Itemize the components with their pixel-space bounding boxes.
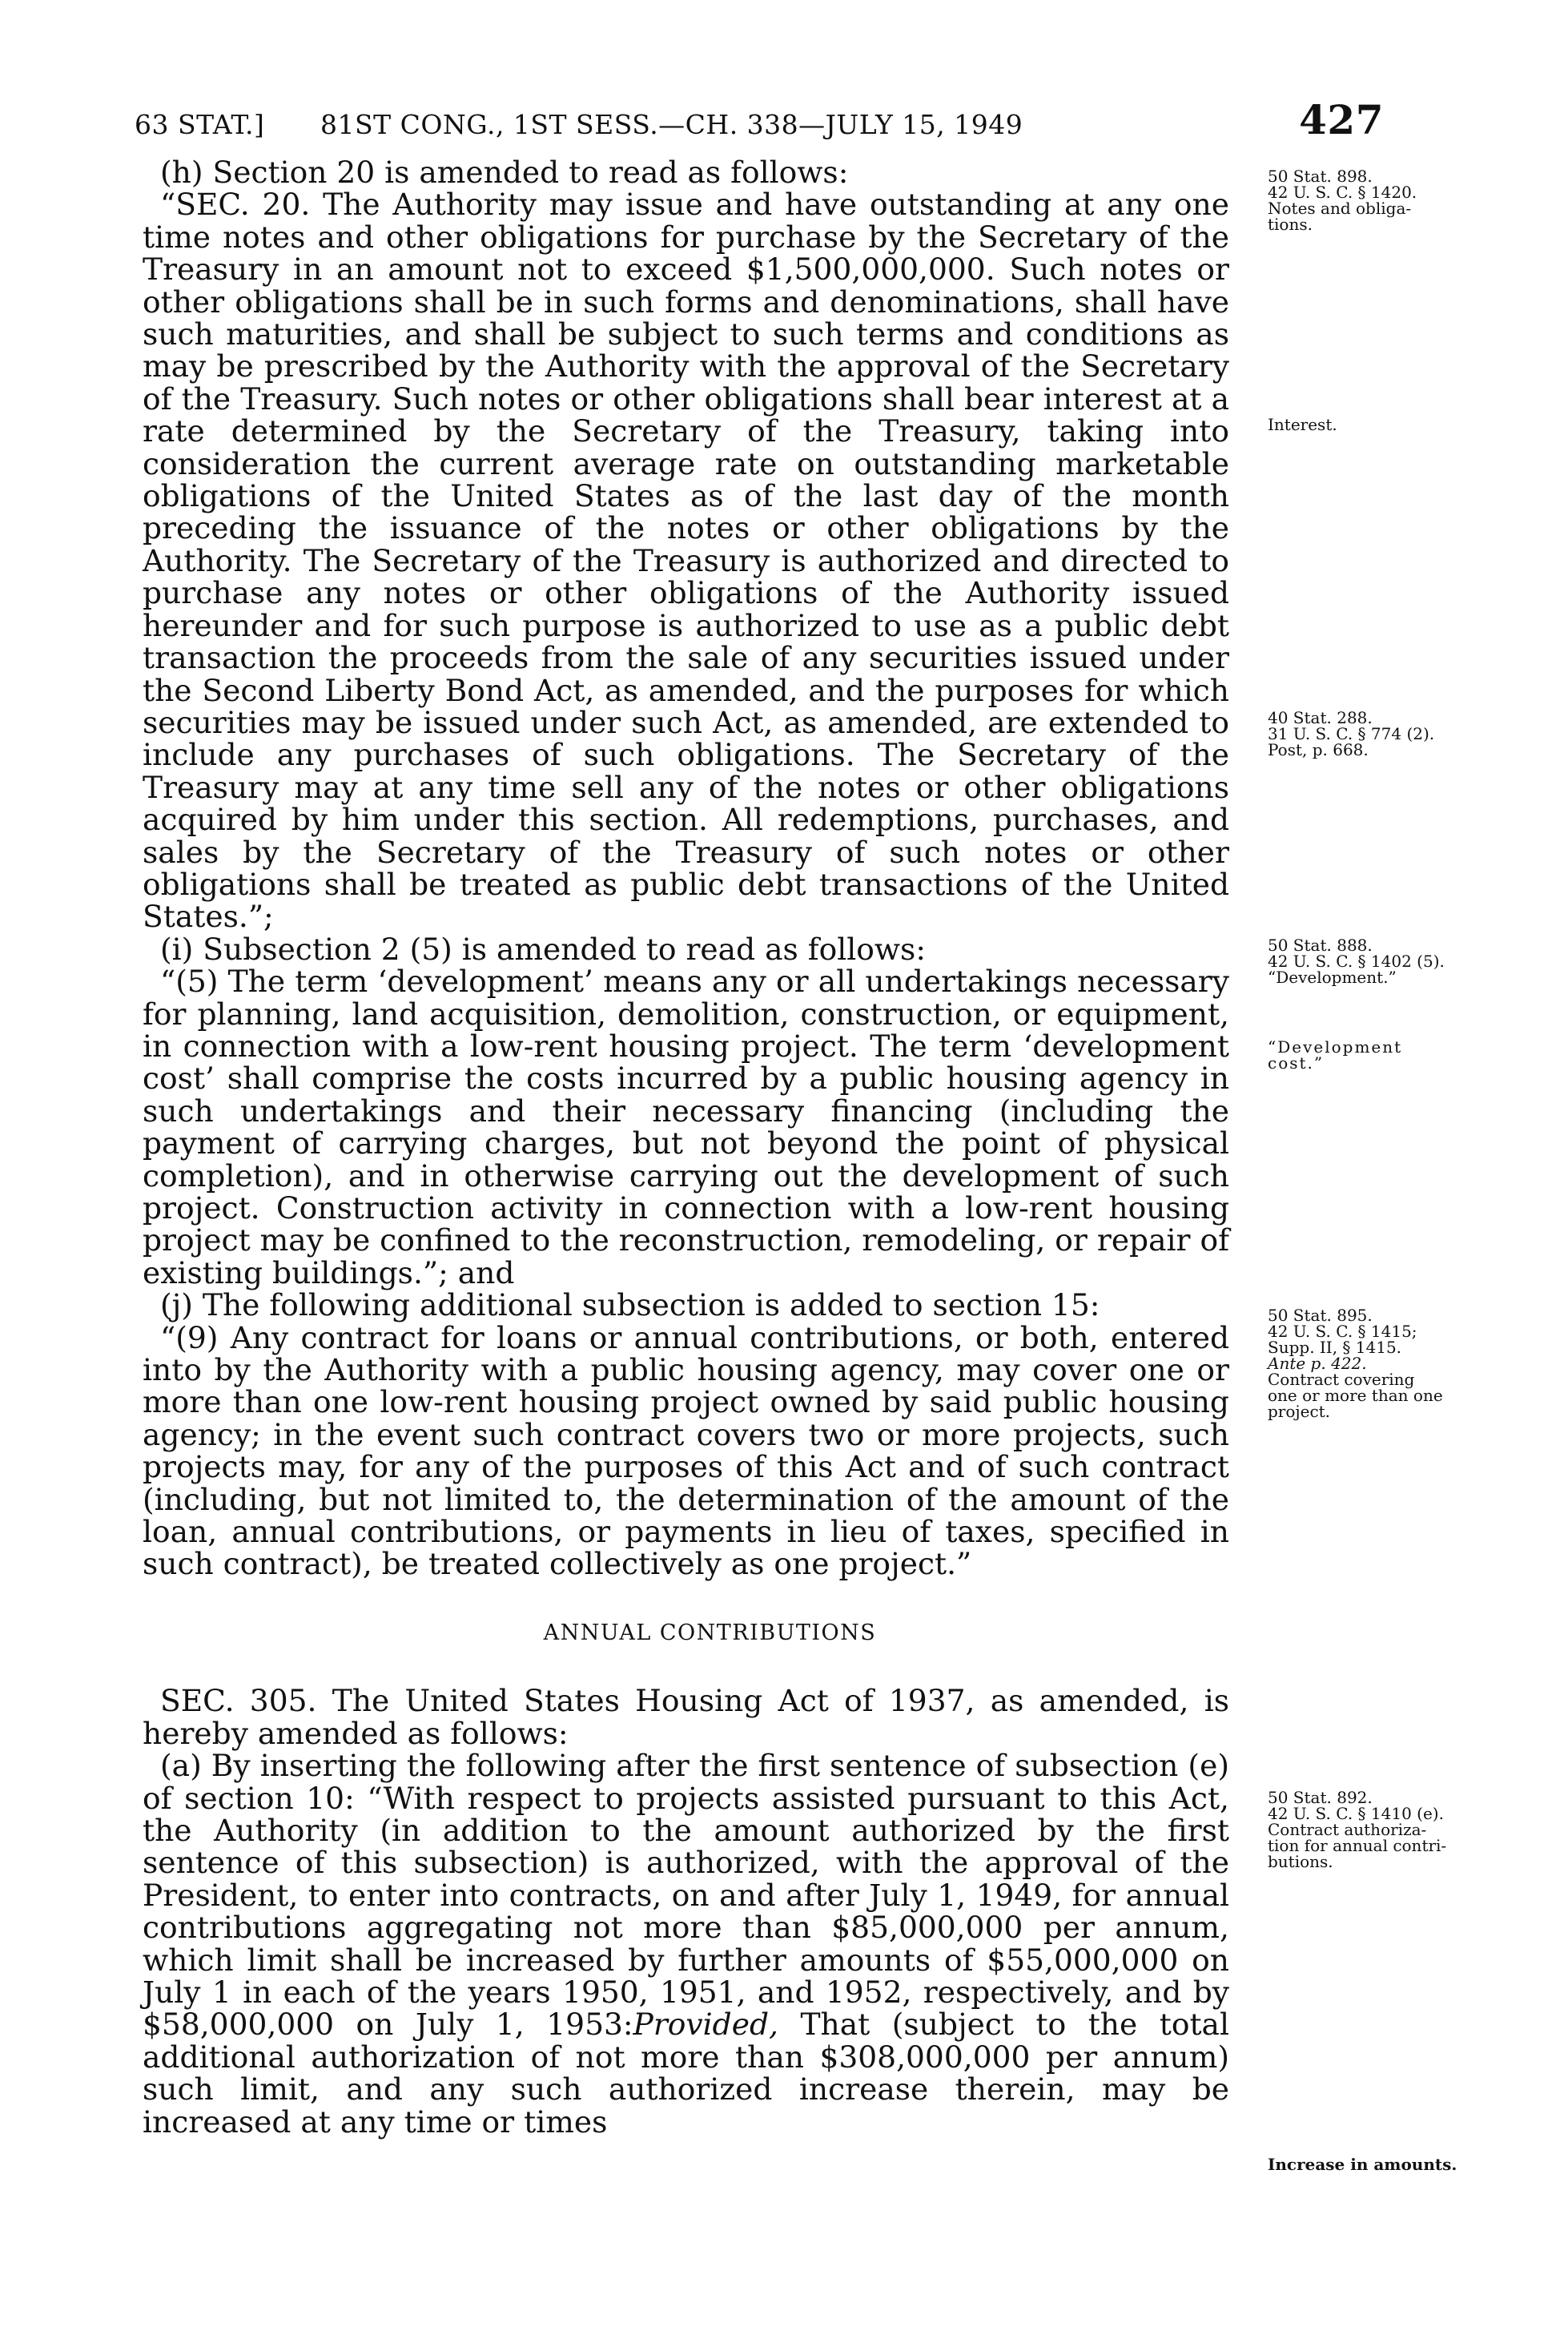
margin-note-contract-authorization: 50 Stat. 892. 42 U. S. C. § 1410 (e). Contract authoriza- tion for annual contri- butions.: [1268, 1788, 1447, 1871]
margin-note-interest: Interest.: [1268, 415, 1337, 434]
paragraph-development: “(5) The term ‘development’ means any or all undertakings necessary for planning, land acquisition, demolition, construction, or equipment, in connection with a low-rent housing project. The term ‘development cost’ shall comprise the costs incurred by a public housing agency in such undertakings and their necessary financing (including the payment of carrying charges, but not beyond the point of physical completion), and in otherwise carrying out the development of such project. Construction activity in connection with a low-rent housing project may be confined to the reconstruction, remodeling, or repair of existing buildings.”; and: [143, 964, 1229, 1290]
margin-note-contract-covering: 50 Stat. 895. 42 U. S. C. § 1415; Supp. II, § 1415. Ante p. 422. Contract covering one or more than one project.: [1268, 1306, 1443, 1421]
proviso-word: Provided,: [633, 2007, 778, 2043]
margin-note-increase-amounts: Increase in amounts.: [1268, 2155, 1457, 2174]
paragraph-a: [143, 1749, 1229, 2138]
statute-body: [143, 156, 1229, 2138]
paragraph-sec-20: “SEC. 20. The Authority may issue and have outstanding at any one time notes and other obligations for purchase by the Secretary of the Treasury in an amount not to exceed $1,500,000,000. Such notes or other obligations shall be in such forms and denominations, shall have such maturities, and shall be subject to such terms and conditions as may be prescribed by the Authority with the approval of the Secretary of the Treasury. Such notes or other obligations shall bear interest at a rate determined by the Secretary of the Treasury, taking into consideration the current average rate on outstanding marketable obligations of the United States as of the last day of the month preceding the issuance of the notes or other obligations by the Authority. The Secretary of the Treasury is authorized and directed to purchase any notes or other obligations of the Authority issued hereunder and for such purpose is authorized to use as a public debt transaction the proceeds from the sale of any securities issued under the Second Liberty Bond Act, as amended, and the purposes for which securities may be issued under such Act, as amended, are extended to include any purchases of such obligations. The Secretary of the Treasury may at any time sell any of the notes or other obligations acquired by him under this section. All redemptions, purchases, and sales by the Secretary of the Treasury of such notes or other obligations shall be treated as public debt transactions of the United States.”;: [143, 187, 1229, 935]
paragraph-h: (h) Section 20 is amended to read as follows:: [160, 155, 849, 190]
header-stat: 63 STAT.]: [135, 109, 265, 140]
paragraph-contract: “(9) Any contract for loans or annual contributions, or both, entered into by the Authority with a public housing agency, may cover one or more than one low-rent housing project owned by said public housing agency; in the event such contract covers two or more projects, such projects may, for any of the purposes of this Act and of such contract (including, but not limited to, the determination of the amount of the loan, annual contributions, or payments in lieu of taxes, specified in such contract), be treated collectively as one project.”: [143, 1319, 1229, 1582]
section-heading: ANNUAL CONTRIBUTIONS: [543, 1620, 877, 1645]
running-header: [135, 96, 1384, 151]
page-number: 427: [1299, 96, 1384, 143]
margin-note-development-cost: “Development cost.”: [1268, 1037, 1403, 1073]
paragraph-a-text: (a) By inserting the following after the first sentence of subsection (e) of section 10: “With respect to projects assisted pursuant to this Act, the Authority (in addition to the amount authorized by the first sentence of this subsection) is authorized, with the approval of the President, to enter into contracts, on and after July 1, 1949, for annual contributions aggregating not more than $85,000,000 per annum, which limit shall be increased by further amounts of $55,000,000 on July 1 in each of the years 1950, 1951, and 1952, respectively, and by $58,000,000 on July 1, 1953:: [143, 1748, 1229, 2043]
header-session: 81ST CONG., 1ST SESS.—CH. 338—JULY 15, 1949: [320, 109, 1023, 140]
margin-note-second-liberty: 40 Stat. 288. 31 U. S. C. § 774 (2). Post, p. 668.: [1268, 708, 1435, 759]
paragraph-i: (i) Subsection 2 (5) is amended to read as follows:: [160, 931, 927, 967]
paragraph-j: (j) The following additional subsection is added to section 15:: [160, 1287, 1100, 1323]
margin-note-notes-obligations: 50 Stat. 898. 42 U. S. C. § 1420. Notes and obliga- tions.: [1268, 167, 1417, 234]
margin-note-development: 50 Stat. 888. 42 U. S. C. § 1402 (5). “Development.”: [1268, 936, 1445, 987]
paragraph-a-continuation: That (subject to the total additional authorization of not more than $308,000,000 per annum) such limit, and any such authorized increase therein, may be increased at any time or times: [143, 2007, 1229, 2140]
paragraph-sec-305: SEC. 305. The United States Housing Act of 1937, as amended, is hereby amended as follows:: [143, 1683, 1229, 1751]
